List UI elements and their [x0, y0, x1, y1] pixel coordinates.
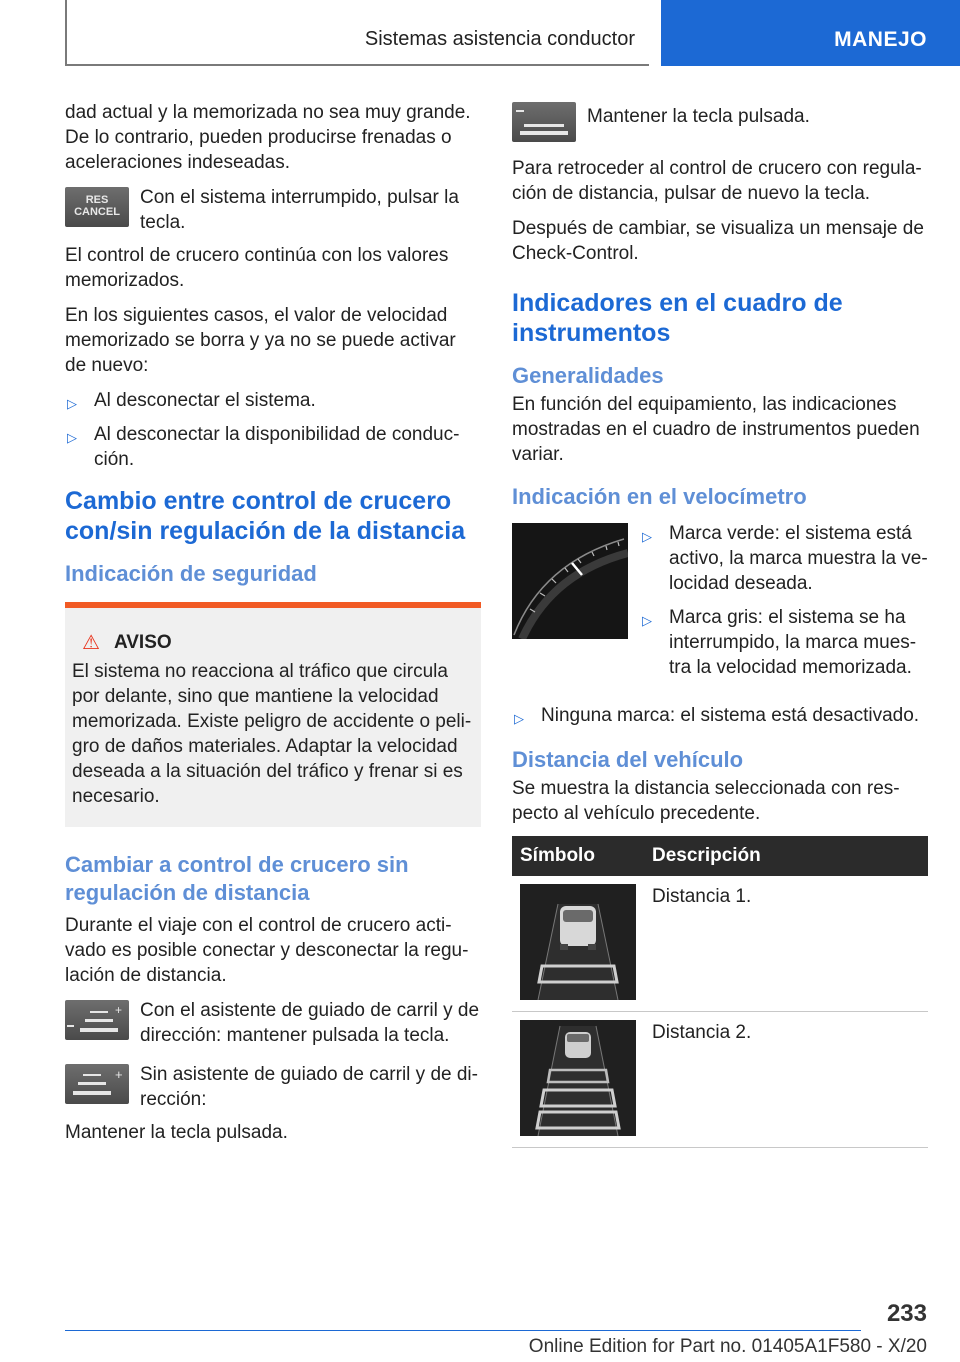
- speedometer-indication: [512, 523, 928, 699]
- instruction-text: Con el asistente de guiado de carril y de dirección: mantener pulsada la tecla.: [140, 1000, 480, 1046]
- bullet-triangle-icon: ▷: [514, 711, 524, 726]
- cancel-label: CANCEL: [74, 206, 120, 218]
- section-heading: Indicadores en el cuadro de instrumentos: [512, 289, 843, 347]
- speedometer-graphic: [512, 523, 628, 639]
- bullet-triangle-icon: ▷: [642, 529, 652, 544]
- header-rule: [65, 64, 649, 66]
- distance-2-graphic: [520, 1020, 636, 1136]
- res-label: RES: [85, 194, 109, 206]
- lane-assist-instruction: [65, 998, 481, 1048]
- lane-distance-minus-instruction: [512, 100, 928, 142]
- lane-distance-plus-icon: [65, 1064, 129, 1104]
- bar: [524, 124, 564, 127]
- res-cancel-instruction: [65, 185, 481, 235]
- bar: [520, 131, 568, 135]
- right-column: [512, 100, 928, 1148]
- list-item-text: Al desconectar el sistema.: [94, 390, 316, 411]
- table-cell-symbol: [512, 876, 644, 1012]
- list-item: [640, 605, 928, 680]
- paragraph: dad actual y la memorizada no sea muy grande. De lo contrario, pueden producirse frenadas o aceleraciones indeseadas.: [65, 102, 471, 173]
- subsection-heading: Indicación en el velocímetro: [512, 484, 807, 509]
- bullet-triangle-icon: ▷: [67, 396, 77, 411]
- list-item: [640, 521, 928, 596]
- no-lane-assist-instruction: [65, 1062, 481, 1112]
- subsection-heading: Indicación de seguridad: [65, 561, 317, 586]
- paragraph: Después de cambiar, se visualiza un mensaje de Check-Control.: [512, 218, 924, 264]
- list-item-text: Al desconectar la disponibilidad de conduc‐ción.: [94, 424, 460, 470]
- list-item: [512, 703, 928, 728]
- distance-1-graphic: [520, 884, 636, 1000]
- footer-rule: [65, 1330, 861, 1331]
- minus-sign: [516, 110, 524, 112]
- bar: [73, 1091, 111, 1095]
- bar: [85, 1019, 113, 1022]
- footer-edition: Online Edition for Part no. 01405A1F580 - X/20: [528, 1336, 927, 1357]
- list-item-text: Marca verde: el sistema está activo, la marca muestra la ve‐locidad deseada.: [669, 523, 928, 594]
- symbol-table: [512, 836, 928, 1148]
- table-row: [512, 1012, 928, 1148]
- header-chapter-label: MANEJO: [834, 28, 927, 51]
- bullet-triangle-icon: ▷: [67, 430, 77, 445]
- paragraph: En los siguientes casos, el valor de velocidad memorizado se borra y ya no se puede activar de nuevo:: [65, 305, 456, 376]
- instruction-text: Sin asistente de guiado de carril y de di‐rección:: [140, 1064, 478, 1110]
- table-row: [512, 876, 928, 1012]
- bar: [78, 1082, 106, 1085]
- subsection-heading: Cambiar a control de crucero sin regulación de distancia: [65, 852, 409, 905]
- paragraph: El control de crucero continúa con los valores memorizados.: [65, 245, 449, 291]
- bar: [80, 1028, 118, 1032]
- paragraph: En función del equipamiento, las indicaciones mostradas en el cuadro de instrumentos pueden variar.: [512, 394, 920, 465]
- list-item-text: Ninguna marca: el sistema está desactivado.: [541, 705, 920, 726]
- plus-sign: +: [115, 1067, 123, 1082]
- bar: [83, 1074, 101, 1076]
- distance-2-car-image: [520, 1020, 636, 1136]
- table-header-row: [512, 836, 928, 876]
- paragraph: Mantener la tecla pulsada.: [65, 1122, 288, 1143]
- left-column: [65, 100, 481, 1155]
- speedometer-image: [512, 523, 628, 639]
- instruction-text: Con el sistema interrumpido, pulsar la tecla.: [140, 187, 459, 233]
- list-item: [65, 388, 481, 413]
- bullet-triangle-icon: ▷: [642, 613, 652, 628]
- plus-sign: +: [115, 1003, 123, 1017]
- table-header-symbol: Símbolo: [512, 836, 644, 876]
- bullet-list: [65, 388, 481, 472]
- list-item: [65, 422, 481, 472]
- paragraph: Se muestra la distancia seleccionada con res‐pecto al vehículo precedente.: [512, 778, 900, 824]
- lane-distance-minus-icon: [512, 102, 576, 142]
- minus-sign: [67, 1025, 74, 1027]
- section-heading: Cambio entre control de crucero con/sin regulación de la distancia: [65, 487, 466, 545]
- bar: [90, 1011, 108, 1013]
- page-number: 233: [886, 1300, 927, 1327]
- warning-title-text: AVISO: [113, 631, 172, 653]
- bullet-list: [640, 521, 928, 689]
- warning-title: [72, 630, 473, 655]
- header-chapter-tab: [661, 0, 960, 66]
- table-cell-symbol: [512, 1012, 644, 1148]
- paragraph: Durante el viaje con el control de crucero acti‐vado es posible conectar y desconectar la regu‐lación de distancia.: [65, 915, 469, 986]
- warning-box: [65, 602, 481, 827]
- subsection-heading: Distancia del vehículo: [512, 747, 744, 772]
- distance-1-car-image: [520, 884, 636, 1000]
- subsection-heading: Generalidades: [512, 363, 664, 388]
- table-cell-description: Distancia 1.: [644, 876, 928, 1012]
- bullet-list: [512, 703, 928, 728]
- warning-triangle-icon: ⚠: [82, 632, 100, 654]
- header-section-title: Sistemas asistencia conductor: [364, 28, 635, 50]
- lane-distance-plus-icon: [65, 1000, 129, 1040]
- paragraph: Para retroceder al control de crucero con regula‐ción de distancia, pulsar de nuevo la tecla.: [512, 158, 922, 204]
- res-cancel-button-icon: [65, 187, 129, 227]
- list-item-text: Marca gris: el sistema se ha interrumpido, la marca mues‐tra la velocidad memorizada.: [669, 607, 917, 678]
- table-cell-description: Distancia 2.: [644, 1012, 928, 1148]
- warning-text: El sistema no reacciona al tráfico que circula por delante, sino que mantiene la velocidad memorizada. Existe peligro de accidente o peli‐gro de daños materiales. Adaptar la velocidad deseada a la situación del tráfico y frenar si es necesario.: [72, 661, 472, 807]
- table-header-description: Descripción: [644, 836, 928, 876]
- instruction-text: Mantener la tecla pulsada.: [587, 106, 810, 127]
